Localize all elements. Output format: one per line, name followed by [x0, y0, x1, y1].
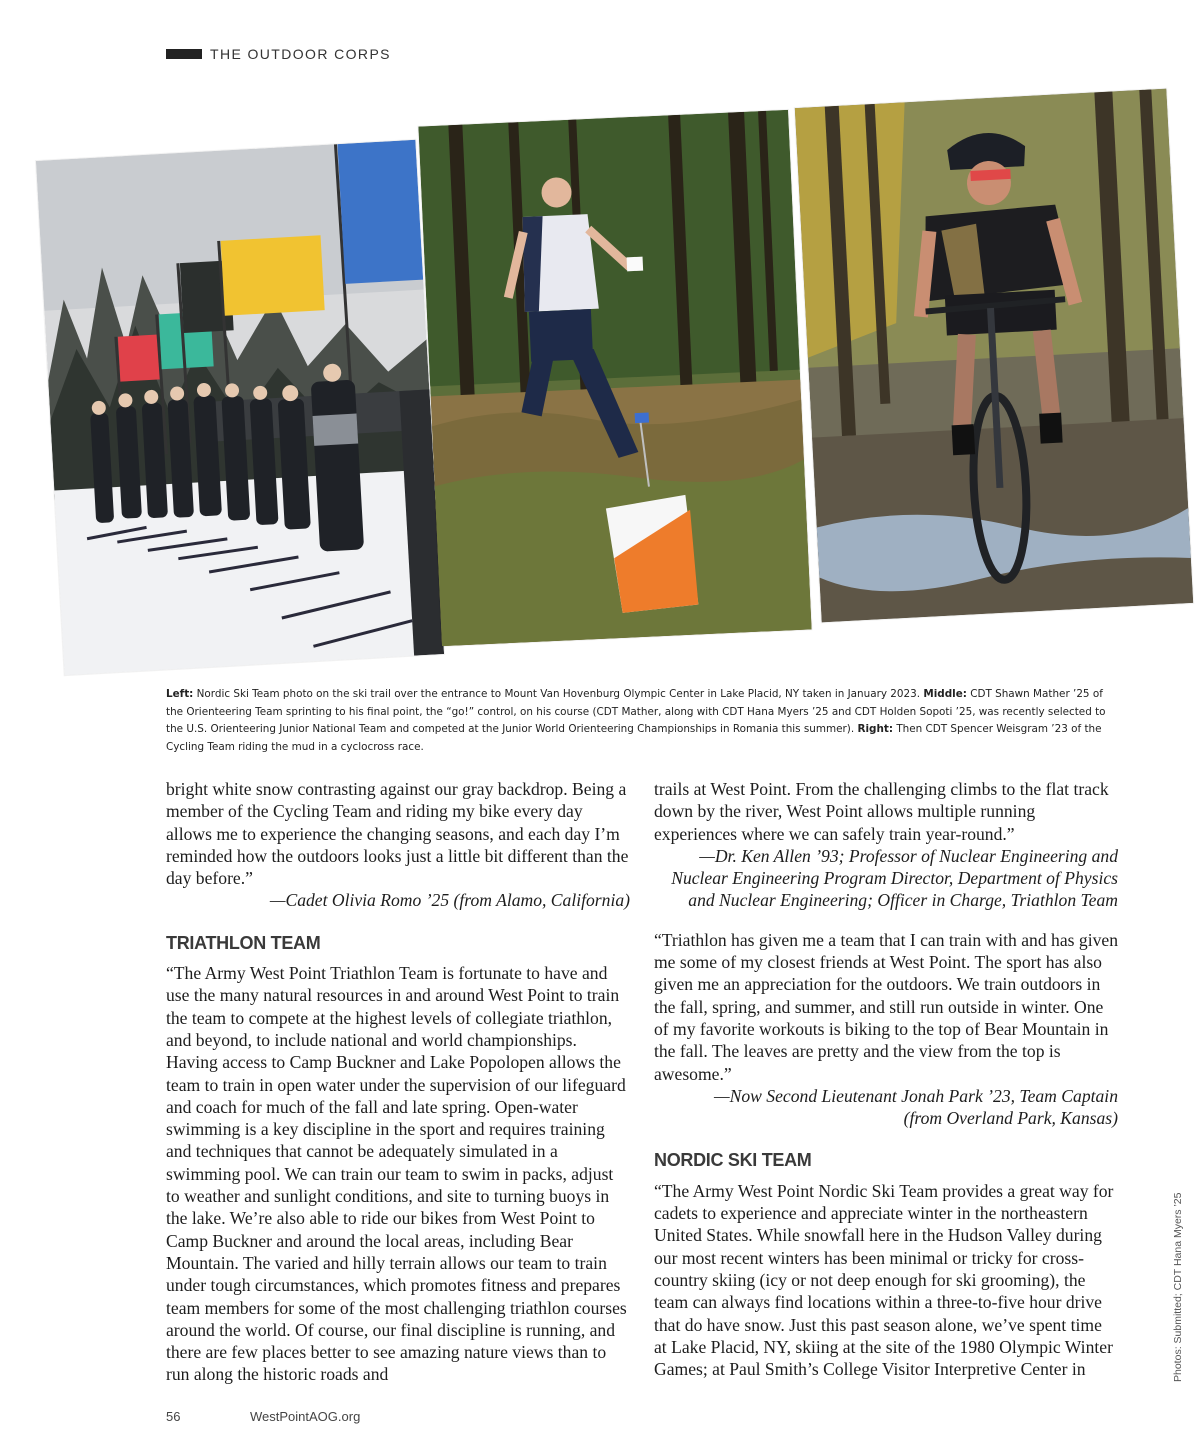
caption-left-text: Nordic Ski Team photo on the ski trail over the entrance to Mount Van Hovenburg Olympic Center in Lake Placid, NY taken in January 2023.	[196, 688, 921, 700]
page-number: 56	[166, 1409, 181, 1424]
park-attribution-line1: —Now Second Lieutenant Jonah Park ’23, Team Captain	[714, 1085, 1118, 1106]
allen-attribution: —Dr. Ken Allen ’93; Professor of Nuclear Engineering and Nuclear Engineering Program Director, Department of Physics and Nuclear Engineering; Officer in Charge, Triathlon Team	[671, 845, 1118, 911]
cycling-attribution: —Cadet Olivia Romo ’25 (from Alamo, California)	[269, 890, 630, 911]
orienteering-photo-image	[418, 110, 811, 646]
photo-orienteering	[418, 110, 811, 646]
caption-right-text: Then CDT Spencer Weisgram ’23 of the Cycling Team riding the mud in a cyclocross race.	[166, 723, 1102, 753]
park-attribution-line2: (from Overland Park, Kansas)	[903, 1108, 1118, 1129]
nordic-quote: “The Army West Point Nordic Ski Team provides a great way for cadets to experience and appreciate winter in the northeastern United States. While snowfall here in the Hudson Valley during our most recent winters has been minimal or tricky for cross-country skiing (icy or not deep enough for ski grooming), the team can always find locations within a three-to-five hour drive that do have snow. Just this past season alone, we’ve spent time at Lake Placid, NY, skiing at the site of the 1980 Olympic Winter Games; at Paul Smith’s College Visitor Interpretive Center in	[654, 1180, 1114, 1380]
nordic-heading: NORDIC SKI TEAM	[654, 1150, 812, 1171]
cyclocross-photo-image	[795, 89, 1193, 623]
triathlon-heading: TRIATHLON TEAM	[166, 932, 321, 953]
nordic-ski-photo-image	[36, 140, 444, 675]
right-column	[654, 778, 1118, 1380]
caption-left-label: Left:	[166, 688, 194, 700]
triathlon-quote: “The Army West Point Triathlon Team is fortunate to have and use the many natural resources in and around West Point to train the team to compete at the highest levels of collegiate triathlon, and beyond, to include national and world championships. Having access to Camp Buckner and Lake Popolopen allows the team to train in open water under the supervision of our lifeguard and coach for much of the fall and late spring. Open-water swimming is a key discipline in the sport and requires training and techniques that cannot be adequately simulated in a swimming pool. We can train our team to swim in packs, adjust to weather and sunlight conditions, and site to turning buoys in the lake. We’re also able to ride our bikes from West Point to Camp Buckner and around the local areas, including Bear Mountain. The varied and hilly terrain allows our team to train under tough circumstances, which promotes fitness and prepares team members for some of the most challenging triathlon courses around the world. Of course, our final discipline is running, and there are few places better to see amazing nature views than to run along the historic roads and	[166, 963, 627, 1385]
caption-right-label: Right:	[857, 723, 893, 735]
site-url: WestPointAOG.org	[250, 1409, 361, 1424]
caption-middle-text: CDT Shawn Mather ’25 of the Orienteering Team sprinting to his final point, the “go!” control, on his course (CDT Mather, along with CDT Hana Myers ’25 and CDT Holden Sopoti ’25, was recently selected to the U.S. Orienteering Junior National Team and competed at the Junior World Orienteering Championships in Romania this summer).	[166, 688, 1106, 735]
section-kicker	[166, 46, 391, 62]
cycling-quote: bright white snow contrasting against our gray backdrop. Being a member of the Cycling Team and riding my bike every day allows me to experience the changing seasons, and each day I’m reminded how the outdoors looks just a little bit different than the day before.”	[166, 779, 629, 889]
caption-middle-label: Middle:	[923, 688, 967, 700]
photo-caption	[166, 686, 1116, 756]
allen-quote: trails at West Point. From the challenging climbs to the flat track down by the river, West Point allows multiple running experiences where we can safely train year-round.”	[654, 779, 1109, 844]
photo-credit: Photos: Submitted; CDT Hana Myers ’25	[1172, 1192, 1184, 1382]
left-column	[166, 778, 630, 1386]
photo-cyclocross	[795, 89, 1193, 623]
park-quote: “Triathlon has given me a team that I can train with and has given me some of my closest friends at West Point. The sport has also given me an appreciation for the outdoors. We train outdoors in the fall, spring, and summer, and still run outside in winter. One of my favorite workouts is biking to the top of Bear Mountain in the fall. The leaves are pretty and the view from the top is awesome.”	[654, 929, 1118, 1084]
photo-nordic-ski-team	[36, 140, 444, 675]
kicker-bar	[166, 49, 202, 59]
kicker-text: THE OUTDOOR CORPS	[210, 46, 391, 62]
